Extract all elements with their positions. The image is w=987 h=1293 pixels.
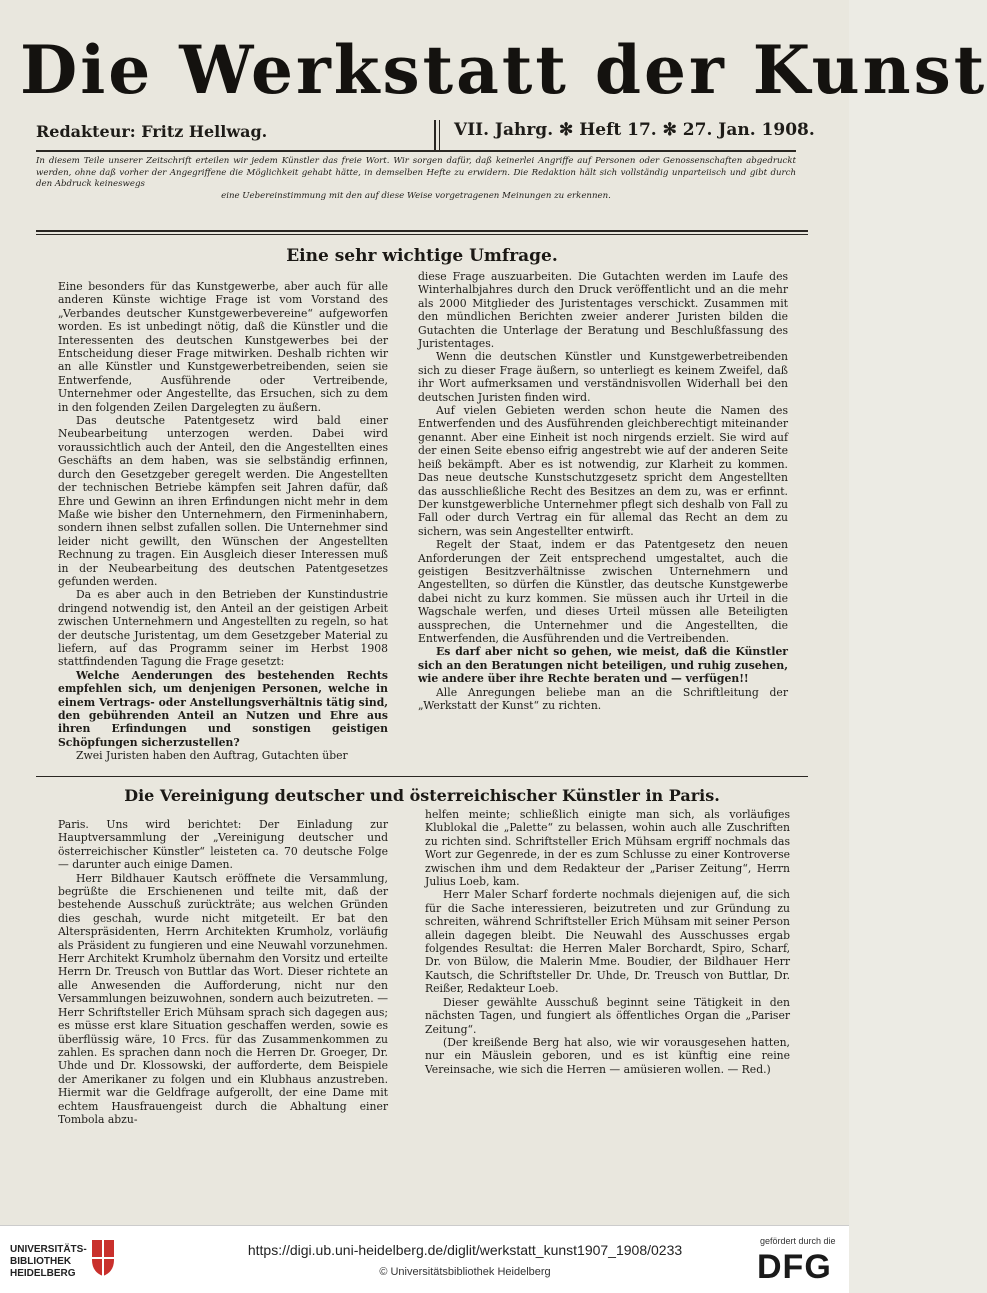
article1-left-p3: Da es aber auch in den Betrieben der Kunstindustrie dringend notwendig ist, den Anteil an der geistigen Arbeit zwischen Unternehmern und Angestellten zu regeln, so hat der deutsche Juristentag, um dem Gesetzgeber Material zu liefern, auf das Programm seiner im Herbst 1908 stattfindenden Tagung die Frage gesetzt: [58,588,388,669]
article1-left-bold: Welche Aenderungen des bestehenden Rechts empfehlen sich, um denjenigen Personen, welche in einem Vertrags- oder Anstellungsverhältnis tätig sind, den gebührenden Anteil an Nutzen und Ehre aus ihren Erfindungen und sonstigen geistigen Schöpfungen sicherzustellen? [58,668,388,749]
article1-left-column [58,280,388,780]
notice-last-line: eine Uebereinstimmung mit den auf diese Weise vorgetragenen Meinungen zu erkennen. [221,190,611,201]
subheader-divider [434,120,436,152]
funded-by-text: gefördert durch die [760,1236,836,1246]
article1-right-p2: Wenn die deutschen Künstler und Kunstgewerbetreibenden sich zu dieser Frage äußern, so unterliegt es keinem Zweifel, daß ihr Wort aufmerksamen und verständnisvollen Widerhall bei den deutschen Juristen finden wird. [418,350,788,404]
article2-title: Die Vereinigung deutscher und österreichischer Künstler in Paris. [124,786,720,805]
article1-left-end: Zwei Juristen haben den Auftrag, Gutachten über [76,749,348,763]
article1-right-p4: Regelt der Staat, indem er das Patentgesetz den neuen Anforderungen der Zeit entsprechend umgestaltet, auch die geistigen Besitzverhältnisse zwischen Unternehmern und Angestellten, so dürfen die Künstler, das deutsche Kunstgewerbe dabei nicht zu kurz kommen. Sie müssen auch ihr Urteil in die Wagschale werfen, und dieses Urteil müssen alle Beteiligten aussprechen, die Unternehmer und die Angestellten, die Entwerfenden, die Ausführenden und die Vertreibenden. [418,538,788,645]
section-rule-top [36,230,808,232]
subheader-divider-thin [439,120,440,152]
notice-text: In diesem Teile unserer Zeitschrift erteilen wir jedem Künstler das freie Wort. Wir sorgen dafür, daß keinerlei Angriffe auf Personen oder Genossenschaften abgedruckt werden, ohne daß vorher der Angegriffene die Möglichkeit gehabt hätte, in demselben Hefte zu erwidern. Die Redaktion hält sich vollständig unparteiisch und gibt durch den Abdruck keineswegs [36,156,796,189]
library-crest-icon [90,1238,116,1278]
viewer-footer [0,1225,849,1293]
article2-left-column [58,818,388,1148]
article1-right-p3: Auf vielen Gebieten werden schon heute die Namen des Entwerfenden und des Ausführenden gleichberechtigt miteinander genannt. Aber eine Einheit ist noch nirgends erzielt. Sie wird auf der einen Seite ebenso eifrig angestrebt wie auf der anderen Seite heiß bekämpft. Aber es ist notwendig, zur Klarheit zu kommen. Das neue deutsche Kunstschutzgesetz spricht dem Angestellten das ausschließliche Recht des Besitzes an dem zu, was er erfinnt. Der kunstgewerbliche Unternehmer pflegt sich deshalb von Fall zu Fall oder durch Vertrag ein für allemal das Recht an dem zu sichern, was sein Angestellter entwirft. [418,404,788,538]
article1-right-p1: diese Frage auszuarbeiten. Die Gutachten werden im Laufe des Winterhalbjahres durch den Druck veröffentlicht und an die mehr als 2000 Mitglieder des Juristentages verschickt. Zusammen mit den mündlichen Berichten zweier anderer Juristen bilden die Gutachten die Unterlage der Beratung und Beschlußfassung des Juristentages. [418,270,788,351]
article1-left-p2: Das deutsche Patentgesetz wird bald einer Neubearbeitung unterzogen werden. Dabei wird voraussichtlich auch der Anteil, den die Angestellten eines Geschäfts an dem haben, was sie selbständig erfinnen, durch den Gesetzgeber geregelt werden. Die Angestellten der technischen Betriebe kämpfen seit Jahren dafür, daß Ehre und Gewinn an ihren Erfindungen nicht mehr in dem Maße wie bisher den Unternehmern, den Firmeninhabern, sondern ihnen selbst zufallen sollen. Die Unternehmer sind leider nicht gewillt, den Wünschen der Angestellten Rechnung zu tragen. Ein Ausgleich dieser Interessen muß in der Neubearbeitung des deutschen Patentgesetzes gefunden werden. [58,414,388,588]
article2-right-p1: helfen meinte; schließlich einigte man sich, als vorläufiges Klublokal die „Palette“ zu belassen, wohin auch alle Zuschriften zu richten sind. Schriftsteller Erich Mühsam ergriff nochmals das Wort zur Gegenrede, in der es zum Schlusse zu einer Kontroverse zwischen ihm und dem Redakteur der „Pariser Zeitung“, Herrn Julius Loeb, kam. [425,808,790,889]
article1-right-bold: Es darf aber nicht so gehen, wie meist, daß die Künstler sich an den Beratungen nicht beteiligen, und ruhig zusehen, wie andere über ihre Rechte beraten und — verfügen!! [418,645,788,686]
library-logo-text[interactable]: UNIVERSITÄTS- BIBLIOTHEK HEIDELBERG [10,1244,87,1279]
editorial-notice [36,156,796,202]
editor-line: Redakteur: Fritz Hellwag. [36,122,268,141]
copyright-text: © Universitätsbibliothek Heidelberg [379,1266,551,1278]
masthead-subheader [36,120,815,152]
article2-left-p1: Paris. Uns wird berichtet: Der Einladung zur Hauptversammlung der „Vereinigung deutscher und österreichischer Künstler“ leisteten ca. 70 deutsche Folge — darunter auch einige Damen. [58,818,388,872]
issue-line: VII. Jahrg. ✻ Heft 17. ✻ 27. Jan. 1908. [454,120,815,140]
article2-right-column [425,808,790,1138]
section-rule-middle [36,776,808,777]
article2-left-p2: Herr Bildhauer Kautsch eröffnete die Versammlung, begrüßte die Erschienenen und teilte mit, daß der bestehende Ausschuß zurückträte; aus welchen Gründen dies geschah, wurde nicht mitgeteilt. Er bat den Alterspräsidenten, Herrn Architekten Krumholz, vorläufig als Präsident zu fungieren und eine Neuwahl vorzunehmen. Herr Architekt Krumholz übernahm den Vorsitz und erteilte Herrn Dr. Treusch von Buttlar das Wort. Dieser richtete an alle Anwesenden die Aufforderung, nicht nur den Versammlungen beizuwohnen, sondern auch beizutreten. — Herr Schriftsteller Erich Mühsam sprach sich dagegen aus; es müsse erst klare Situation geschaffen werden, sowie es überflüssig wäre, 10 Frcs. für das Zusammenkommen zu zahlen. Es sprachen dann noch die Herren Dr. Groeger, Dr. Uhde und Dr. Klossowski, der aufforderte, dem Beispiele der Amerikaner zu folgen und ein Klubhaus anzustreben. Hiermit war die Geldfrage aufgerollt, der eine Dame mit echtem Hausfrauengeist durch die Abhaltung einer Tombola abzu- [58,871,388,1126]
dfg-logo[interactable]: DFG [757,1248,832,1286]
page-url-link[interactable]: https://digi.ub.uni-heidelberg.de/diglit/werkstatt_kunst1907_1908/0233 [247,1242,683,1258]
masthead-title: Die Werkstatt der Kunst [20,31,987,109]
article2-right-p3: Dieser gewählte Ausschuß beginnt seine Tätigkeit in den nächsten Tagen, und fungiert als öffentliches Organ die „Pariser Zeitung“. [425,995,790,1036]
section-rule-top-thin [36,234,808,235]
article2-right-p4: (Der kreißende Berg hat also, wie wir vorausgesehen hatten, nur ein Mäuslein geboren, und es ist künftig eine reine Vereinsache, wie sich die Herren — amüsieren wollen. — Red.) [425,1035,790,1076]
article1-left-p1: Eine besonders für das Kunstgewerbe, aber auch für alle anderen Künste wichtige Frage ist vom Vorstand des „Verbandes deutscher Kunstgewerbevereine“ aufgeworfen worden. Es ist unbedingt nötig, daß die Künstler und die Interessenten des deutschen Kunstgewerbes bei der Entscheidung dieser Frage mitwirken. Deshalb richten wir an alle Künstler und Kunstgewerbetreibenden, seien sie Entwerfende, Ausführende oder Vertreibende, Unternehmer oder Angestellte, das Ersuchen, sich zu dem in den folgenden Zeilen Dargelegten zu äußern. [58,280,388,414]
article1-right-column [418,270,788,770]
article2-right-p2: Herr Maler Scharf forderte nochmals diejenigen auf, die sich für die Sache interessieren, beizutreten und zur Gründung zu schreiten, während Schriftsteller Erich Mühsam mit seiner Person allein dagegen bleibt. Die Neuwahl des Ausschusses ergab folgendes Resultat: die Herren Maler Borchardt, Spiro, Scharf, Dr. von Bülow, die Malerin Mme. Boudier, der Bildhauer Herr Kautsch, die Schriftsteller Dr. Uhde, Dr. Treusch von Buttlar, Dr. Reißer, Redakteur Loeb. [425,888,790,996]
article1-right-end: Alle Anregungen beliebe man an die Schriftleitung der „Werkstatt der Kunst“ zu richten. [418,685,788,712]
article1-title: Eine sehr wichtige Umfrage. [286,246,558,266]
